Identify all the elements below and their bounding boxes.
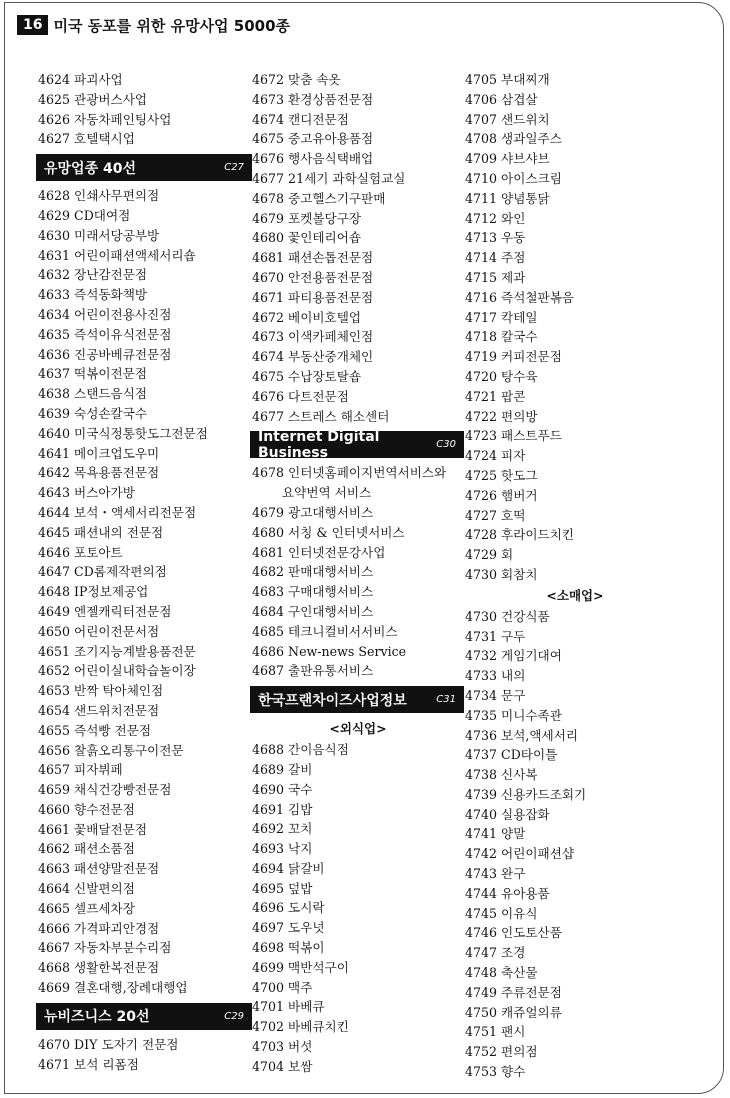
list-item: 4722 편의방 <box>465 408 538 424</box>
list-item: 4644 보석・액세서리전문점 <box>38 504 197 520</box>
list-item: 4708 생과일주스 <box>465 131 562 147</box>
section-banner <box>250 428 464 461</box>
list-item: 4730 회참치 <box>465 566 538 582</box>
list-item: 4624 파괴사업 <box>38 72 123 87</box>
section-title: 뉴비즈니스 20선 <box>44 1009 150 1026</box>
list-item: 4639 숙성손칼국수 <box>38 405 148 421</box>
list-item: 4626 자동차페인팅사업 <box>38 111 172 127</box>
list-item: 4625 관광버스사업 <box>38 91 148 107</box>
list-item: 4660 향수전문점 <box>38 801 135 817</box>
list-item: 4702 바베큐치킨 <box>252 1019 349 1035</box>
sub-heading: <외식업> <box>329 721 387 737</box>
item-list <box>252 503 464 681</box>
list-item: 4647 CD롬제작편의점 <box>38 564 167 580</box>
list-item: 4749 주류전문점 <box>465 984 562 1000</box>
list-item: 4730 건강식품 <box>465 608 550 624</box>
list-item: 4676 다트전문점 <box>252 388 349 404</box>
item-list <box>465 607 685 1082</box>
list-item: 4632 장난감전문점 <box>38 267 148 283</box>
list-item: 4671 파티용품전문점 <box>252 289 374 305</box>
list-item: 4743 완구 <box>465 866 526 882</box>
list-item: 4677 21세기 과학실험교실 <box>252 170 406 186</box>
page-title: 미국 동포를 위한 유망사업 5000종 <box>53 16 291 35</box>
list-item: 4663 패션양말전문점 <box>38 861 160 877</box>
section-title: 유망업종 40선 <box>44 160 136 177</box>
list-item: 4690 국수 <box>252 781 313 797</box>
list-item: 4651 조기지능계발용품전문 <box>38 643 196 659</box>
list-item: 4659 채식건강빵전문점 <box>38 782 172 798</box>
page-header <box>17 13 290 37</box>
section-code: C31 <box>436 694 456 706</box>
section-title: Internet Digital Business <box>258 428 380 461</box>
list-item: 4630 미래서당공부방 <box>38 227 160 243</box>
list-item: 4717 칵테일 <box>465 309 538 325</box>
list-item: 4687 출판유통서비스 <box>252 663 374 679</box>
list-item: 4731 구두 <box>465 628 526 644</box>
list-item: 4633 즉석동화책방 <box>38 287 148 303</box>
list-item: 4750 캐쥬얼의류 <box>465 1004 562 1020</box>
list-item: 4678 인터넷홈페이지번역서비스와 <box>252 465 447 481</box>
list-item: 4640 미국식정통핫도그전문점 <box>38 425 208 441</box>
list-item: 4729 회 <box>465 547 514 563</box>
list-item: 4646 포토아트 <box>38 544 123 560</box>
list-item: 4680 서칭 & 인터넷서비스 <box>252 524 405 540</box>
list-item: 4692 꼬치 <box>252 821 313 837</box>
list-item: 4679 광고대행서비스 <box>252 504 374 520</box>
list-item: 4707 샌드위치 <box>465 111 550 127</box>
list-item: 4705 부대찌개 <box>465 72 550 87</box>
list-item: 4666 가격파괴안경점 <box>38 920 160 936</box>
list-item: 4674 부동산중개체인 <box>252 349 374 365</box>
item-list <box>465 70 685 585</box>
list-item: 4701 바베큐 <box>252 999 325 1015</box>
list-item: 4688 간이음식점 <box>252 742 349 758</box>
list-item: 4698 떡볶이 <box>252 940 325 956</box>
list-item: 4678 중고헬스기구판매 <box>252 190 386 206</box>
list-item: 4711 양념통닭 <box>465 190 550 206</box>
list-item: 4667 자동차부분수리점 <box>38 940 172 956</box>
list-item: 4726 햄버거 <box>465 487 538 503</box>
list-item: 4654 샌드위치전문점 <box>38 702 160 718</box>
section-banner <box>36 154 252 181</box>
list-item: 4746 인도토산품 <box>465 925 562 941</box>
list-item: 4738 신사복 <box>465 767 538 783</box>
list-item: 4672 베이비호텔업 <box>252 309 362 325</box>
list-item: 4715 제과 <box>465 269 526 285</box>
list-item: 4694 닭갈비 <box>252 860 325 876</box>
list-item: 4704 보쌈 <box>252 1058 313 1074</box>
list-item: 4740 실용잡화 <box>465 806 550 822</box>
list-item: 4661 꽃배달전문점 <box>38 821 148 837</box>
list-item: 4634 어린이전용사진점 <box>38 306 172 322</box>
list-item: 4673 이색카페체인점 <box>252 329 374 345</box>
list-item: 4669 결혼대행,장례대행업 <box>38 980 188 996</box>
list-item: 4724 피자 <box>465 448 526 464</box>
list-item: 4695 덮밥 <box>252 880 313 896</box>
item-list <box>38 186 252 998</box>
list-item: 4741 양말 <box>465 826 526 842</box>
list-item: 4713 우동 <box>465 230 526 246</box>
list-item: 4734 문구 <box>465 687 526 703</box>
list-item: 4675 중고유아용품점 <box>252 131 374 147</box>
list-item-continuation: 요약번역 서비스 <box>282 485 372 501</box>
list-item: 4665 셀프세차장 <box>38 900 135 916</box>
list-item: 4703 버섯 <box>252 1039 313 1055</box>
list-item: 4686 New-news Service <box>252 643 407 659</box>
list-item: 4681 패션손톱전문점 <box>252 250 374 266</box>
list-item: 4721 팝콘 <box>465 388 526 404</box>
list-item: 4684 구인대행서비스 <box>252 603 374 619</box>
list-item: 4670 DIY 도자기 전문점 <box>38 1036 179 1052</box>
list-item: 4706 삼겹살 <box>465 91 538 107</box>
list-item: 4650 어린이전문서점 <box>38 623 160 639</box>
list-item: 4627 호텔택시업 <box>38 131 135 147</box>
list-item: 4673 환경상품전문점 <box>252 91 374 107</box>
list-item: 4685 테크니컬비서서비스 <box>252 623 398 639</box>
list-item: 4689 갈비 <box>252 761 313 777</box>
list-item: 4753 향수 <box>465 1064 526 1080</box>
list-item: 4727 호떡 <box>465 507 526 523</box>
list-item: 4636 진공바베큐전문점 <box>38 346 172 362</box>
list-item: 4714 주점 <box>465 250 526 266</box>
column-3 <box>465 70 685 1082</box>
list-item: 4642 목욕용품전문점 <box>38 465 160 481</box>
section-code: C29 <box>224 1010 244 1022</box>
list-item: 4691 김밥 <box>252 801 313 817</box>
list-item: 4693 낙지 <box>252 841 313 857</box>
list-item: 4709 샤브샤브 <box>465 151 550 167</box>
list-item: 4635 즉석이유식전문점 <box>38 326 172 342</box>
item-list <box>38 70 252 149</box>
list-item: 4643 버스아가방 <box>38 485 135 501</box>
list-item: 4748 축산물 <box>465 965 538 981</box>
section-code: C27 <box>224 162 244 174</box>
list-item: 4652 어린이실내학습놀이장 <box>38 663 196 679</box>
section-banner <box>250 686 464 713</box>
list-item: 4733 내의 <box>465 668 526 684</box>
list-item: 4710 아이스크림 <box>465 170 562 186</box>
item-list <box>252 70 464 426</box>
list-item: 4638 스탠드음식점 <box>38 386 148 402</box>
list-item: 4742 어린이패션샵 <box>465 846 575 862</box>
item-list <box>252 740 464 1077</box>
list-item: 4728 후라이드치킨 <box>465 527 575 543</box>
list-item: 4682 판매대행서비스 <box>252 564 374 580</box>
list-item: 4716 즉석철판볶음 <box>465 289 575 305</box>
list-item: 4745 이유식 <box>465 905 538 921</box>
list-item: 4736 보석,액세서리 <box>465 727 579 743</box>
list-item: 4680 꽃인테리어숍 <box>252 230 362 246</box>
section-banner <box>36 1003 252 1030</box>
list-item: 4699 맥반석구이 <box>252 959 349 975</box>
list-item: 4751 팬시 <box>465 1024 526 1040</box>
list-item: 4664 신발편의점 <box>38 881 135 897</box>
list-item: 4653 반짝 탁아체인점 <box>38 683 164 699</box>
sub-heading: <소매업> <box>546 587 604 603</box>
list-item: 4676 행사음식택배업 <box>252 151 374 167</box>
list-item: 4629 CD대여점 <box>38 207 131 223</box>
list-item: 4670 안전용품전문점 <box>252 269 374 285</box>
list-item: 4656 찰흙오리통구이전문 <box>38 742 184 758</box>
list-item: 4677 스트레스 해소센터 <box>252 408 390 424</box>
section-code: C30 <box>436 439 456 451</box>
list-item: 4637 떡볶이전문점 <box>38 366 148 382</box>
list-item: 4737 CD타이틀 <box>465 747 558 763</box>
list-item: 4712 와인 <box>465 210 526 226</box>
list-item: 4668 생활한복전문점 <box>38 960 160 976</box>
list-item: 4735 미니수족관 <box>465 707 562 723</box>
list-item: 4645 패션내의 전문점 <box>38 524 164 540</box>
list-item: 4723 패스트푸드 <box>465 428 562 444</box>
list-item: 4657 피자뷔페 <box>38 762 123 778</box>
list-item: 4720 탕수육 <box>465 368 538 384</box>
list-item: 4718 칼국수 <box>465 329 538 345</box>
list-item: 4697 도우넛 <box>252 920 325 936</box>
list-item: 4681 인터넷전문강사업 <box>252 544 386 560</box>
list-item: 4631 어린이패션액세서리숍 <box>38 247 196 263</box>
list-item: 4671 보석 리폼점 <box>38 1056 139 1072</box>
list-item: 4679 포켓볼당구장 <box>252 210 362 226</box>
list-item: 4683 구매대행서비스 <box>252 584 374 600</box>
section-title: 한국프랜차이즈사업정보 <box>258 692 407 709</box>
column-1 <box>38 70 252 1074</box>
list-item: 4649 엔젤캐릭터전문점 <box>38 603 172 619</box>
list-item: 4696 도시락 <box>252 900 325 916</box>
item-list <box>38 1035 252 1075</box>
list-item: 4725 핫도그 <box>465 467 538 483</box>
page-number: 16 <box>17 15 48 35</box>
list-item: 4675 수납장토탈숍 <box>252 368 362 384</box>
list-item: 4648 IP정보제공업 <box>38 584 149 600</box>
list-item: 4732 게임기대여 <box>465 648 562 664</box>
list-item: 4628 인쇄사무편의점 <box>38 188 160 204</box>
list-item: 4655 즉석빵 전문점 <box>38 722 152 738</box>
list-item: 4662 패션소품점 <box>38 841 135 857</box>
list-item: 4747 조경 <box>465 945 526 961</box>
list-item: 4641 메이크업도우미 <box>38 445 160 461</box>
list-item: 4700 맥주 <box>252 979 313 995</box>
list-item: 4752 편의점 <box>465 1044 538 1060</box>
list-item: 4739 신용카드조회기 <box>465 786 587 802</box>
list-item: 4719 커피전문점 <box>465 349 562 365</box>
list-item: 4744 유아용품 <box>465 885 550 901</box>
list-item: 4672 맞춤 속옷 <box>252 72 341 87</box>
list-item: 4674 캔디전문점 <box>252 111 349 127</box>
column-2 <box>252 70 464 1077</box>
